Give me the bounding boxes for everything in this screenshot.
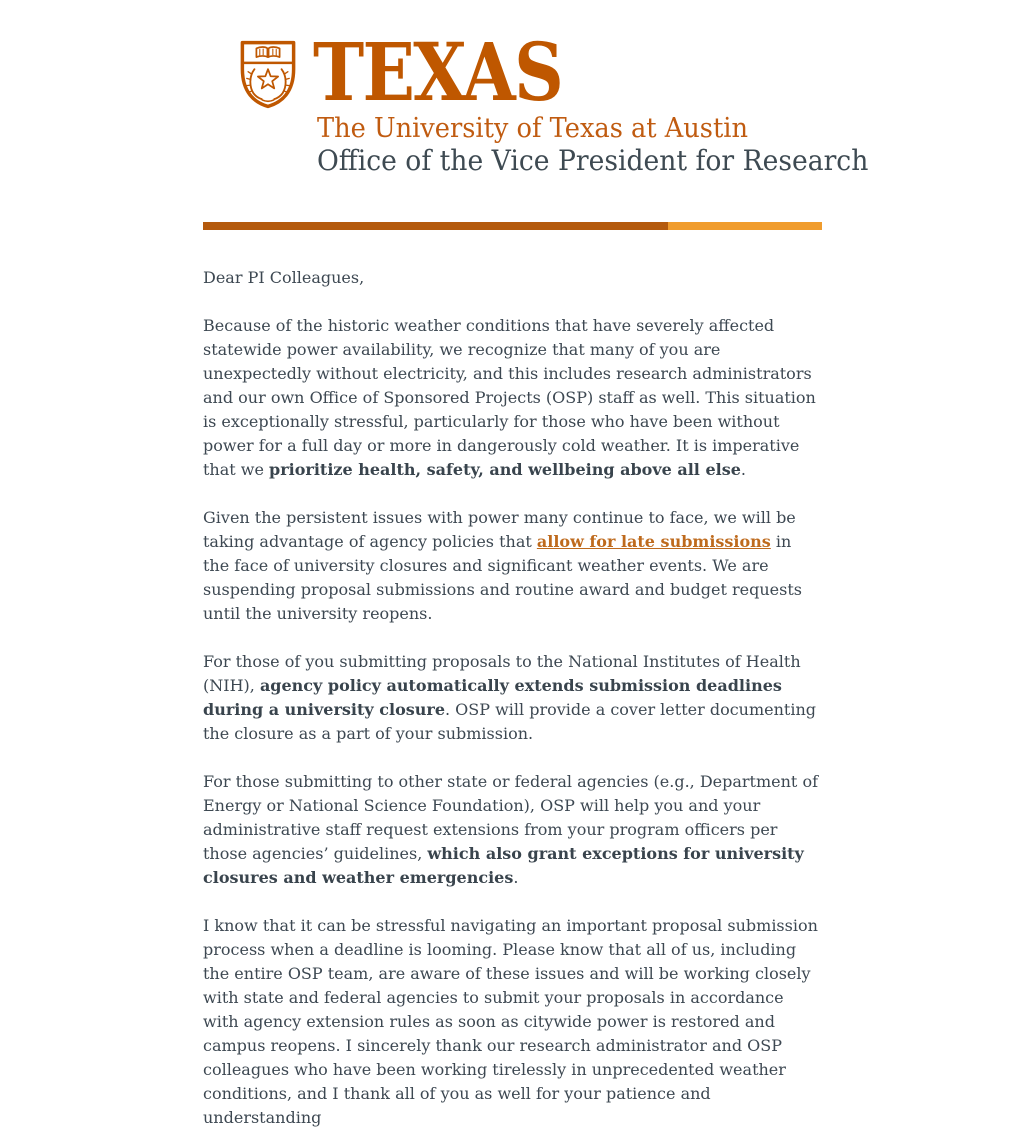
- texas-wordmark: TEXAS: [313, 35, 562, 109]
- bold-run-nih-policy: agency policy automatically extends submission deadlines during a university closure: [203, 676, 782, 719]
- text-run: Given the persistent issues with power many continue to face, we will be taking advantage of agency policies that: [203, 508, 796, 551]
- letter-container: [203, 0, 822, 1130]
- letter-body: [203, 266, 822, 1130]
- text-run: For those submitting to other state or federal agencies (e.g., Department of Energy or National Science Foundation), OSP will help you and your administrative staff request extensions from your program officers per those agencies’ guidelines,: [203, 772, 818, 863]
- paragraph-closing: [203, 914, 822, 1130]
- university-name: The University of Texas at Austin: [317, 114, 748, 144]
- text-run: Dear PI Colleagues,: [203, 268, 364, 287]
- letterhead: [203, 0, 822, 222]
- text-run: .: [513, 868, 518, 887]
- divider-light-segment: [668, 222, 822, 230]
- paragraph-nih: [203, 650, 822, 746]
- allow-late-submissions-link[interactable]: allow for late submissions: [537, 532, 771, 551]
- divider-dark-segment: [203, 222, 668, 230]
- paragraph-late-submissions: [203, 506, 822, 626]
- paragraph-weather-intro: [203, 314, 822, 482]
- bold-run-wellbeing: prioritize health, safety, and wellbeing above all else: [269, 460, 741, 479]
- divider-bar: [203, 222, 822, 230]
- paragraph-other-agencies: [203, 770, 822, 890]
- text-run: Because of the historic weather conditions that have severely affected statewide power availability, we recognize that many of you are unexpectedly without electricity, and this includes research administrators and our own Office of Sponsored Projects (OSP) staff as well. This situation is exceptionally stressful, particularly for those who have been without power for a full day or more in dangerously cold weather. It is imperative that we: [203, 316, 816, 479]
- text-run: . OSP will provide a cover letter documenting the closure as a part of your submission.: [203, 700, 816, 743]
- text-run: in the face of university closures and significant weather events. We are suspending proposal submissions and routine award and budget requests until the university reopens.: [203, 532, 802, 623]
- ut-shield-icon: [239, 39, 297, 110]
- office-name: Office of the Vice President for Research: [317, 145, 868, 176]
- text-run: For those of you submitting proposals to the National Institutes of Health (NIH),: [203, 652, 801, 695]
- text-run: I know that it can be stressful navigating an important proposal submission process when a deadline is looming. Please know that all of us, including the entire OSP team, are aware of these issues and will be working closely with state and federal agencies to submit your proposals in accordance with agency extension rules as soon as citywide power is restored and campus reopens. I sincerely thank our research administrator and OSP colleagues who have been working tirelessly in unprecedented weather conditions, and I thank all of you as well for your patience and understanding: [203, 916, 818, 1127]
- bold-run-exceptions: which also grant exceptions for university closures and weather emergencies: [203, 844, 804, 887]
- paragraph-salutation: [203, 266, 822, 290]
- text-run: .: [741, 460, 746, 479]
